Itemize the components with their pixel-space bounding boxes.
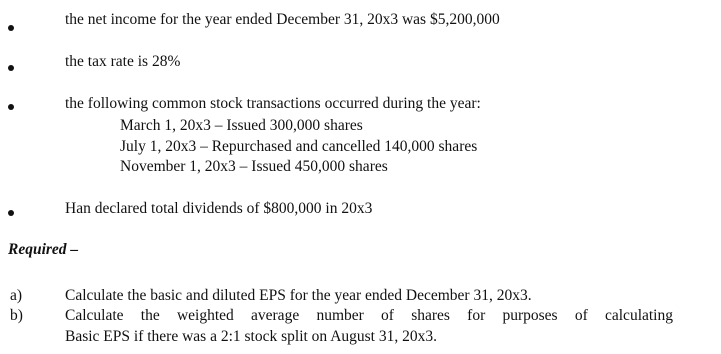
fact-net-income: the net income for the year ended December 31, 20x3 was $5,200,000 xyxy=(65,11,500,28)
required-heading: Required – xyxy=(8,241,79,258)
item-text: Calculate the basic and diluted EPS for the year ended December 31, 20x3. xyxy=(65,287,532,304)
bullet-point xyxy=(8,25,14,31)
fact-tax-rate: the tax rate is 28% xyxy=(65,53,181,70)
bullet-point xyxy=(8,65,14,71)
fact-dividends: Han declared total dividends of $800,000 in 20x3 xyxy=(65,200,373,217)
item-text: Calculate the weighted average number of shares for purposes of calculating xyxy=(65,307,673,324)
transaction-item: March 1, 20x3 – Issued 300,000 shares xyxy=(120,117,363,134)
bullet-point xyxy=(8,210,14,216)
transaction-item: July 1, 20x3 – Repurchased and cancelled 140,000 shares xyxy=(120,138,478,155)
transaction-item: November 1, 20x3 – Issued 450,000 shares xyxy=(120,158,388,175)
item-text: Basic EPS if there was a 2:1 stock split on August 31, 20x3. xyxy=(65,328,437,345)
item-label: b) xyxy=(10,307,23,324)
bullet-point xyxy=(8,104,14,110)
fact-stock-transactions: the following common stock transactions occurred during the year: xyxy=(65,95,481,112)
item-label: a) xyxy=(10,287,23,304)
